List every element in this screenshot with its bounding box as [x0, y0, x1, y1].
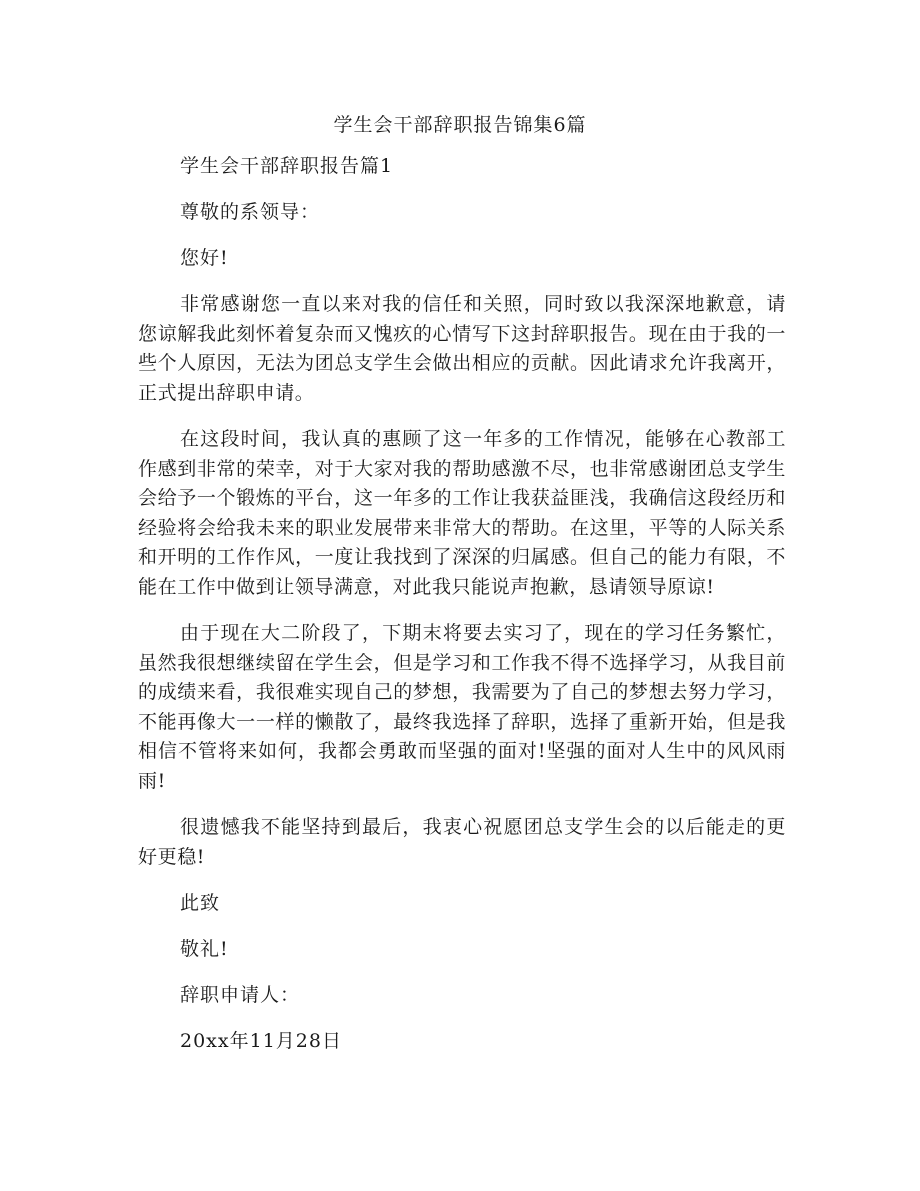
- closing-line-2: 敬礼!: [180, 938, 229, 960]
- greeting: 您好!: [180, 247, 229, 269]
- paragraph-1: 非常感谢您一直以来对我的信任和关照，同时致以我深深地歉意，请您谅解我此刻怀着复杂而又愧疚的心情写下这封辞职报告。现在由于我的一些个人原因，无法为团总支学生会做出相应的贡献。因此请求允许我离开，正式提出辞职申请。: [138, 293, 786, 404]
- salutation: 尊敬的系领导：: [180, 201, 321, 223]
- document-body: [138, 152, 786, 1073]
- signature-label: 辞职申请人：: [180, 984, 301, 1006]
- paragraph-3: 由于现在大二阶段了，下期末将要去实习了，现在的学习任务繁忙，虽然我很想继续留在学生会，但是学习和工作我不得不选择学习，从我目前的成绩来看，我很难实现自己的梦想，我需要为了自己的梦想去努力学习，不能再像大一一样的懒散了，最终我选择了辞职，选择了重新开始，但是我相信不管将来如何，我都会勇敢而坚强的面对!坚强的面对人生中的风风雨雨!: [138, 622, 786, 792]
- section-heading: 学生会干部辞职报告篇1: [180, 155, 394, 177]
- closing-line-1: 此致: [180, 892, 221, 914]
- date-line: 20xx年11月28日: [180, 1030, 342, 1052]
- paragraph-4: 很遗憾我不能坚持到最后，我衷心祝愿团总支学生会的以后能走的更好更稳!: [138, 816, 786, 868]
- paragraph-2: 在这段时间，我认真的惠顾了这一年多的工作情况，能够在心教部工作感到非常的荣幸，对于大家对我的帮助感激不尽，也非常感谢团总支学生会给予一个锻炼的平台，这一年多的工作让我获益匪浅，我确信这段经历和经验将会给我未来的职业发展带来非常大的帮助。在这里，平等的人际关系和开明的工作作风，一度让我找到了深深的归属感。但自己的能力有限，不能在工作中做到让领导满意，对此我只能说声抱歉，恳请领导原谅!: [138, 428, 786, 598]
- document-title: 学生会干部辞职报告锦集6篇: [333, 114, 587, 136]
